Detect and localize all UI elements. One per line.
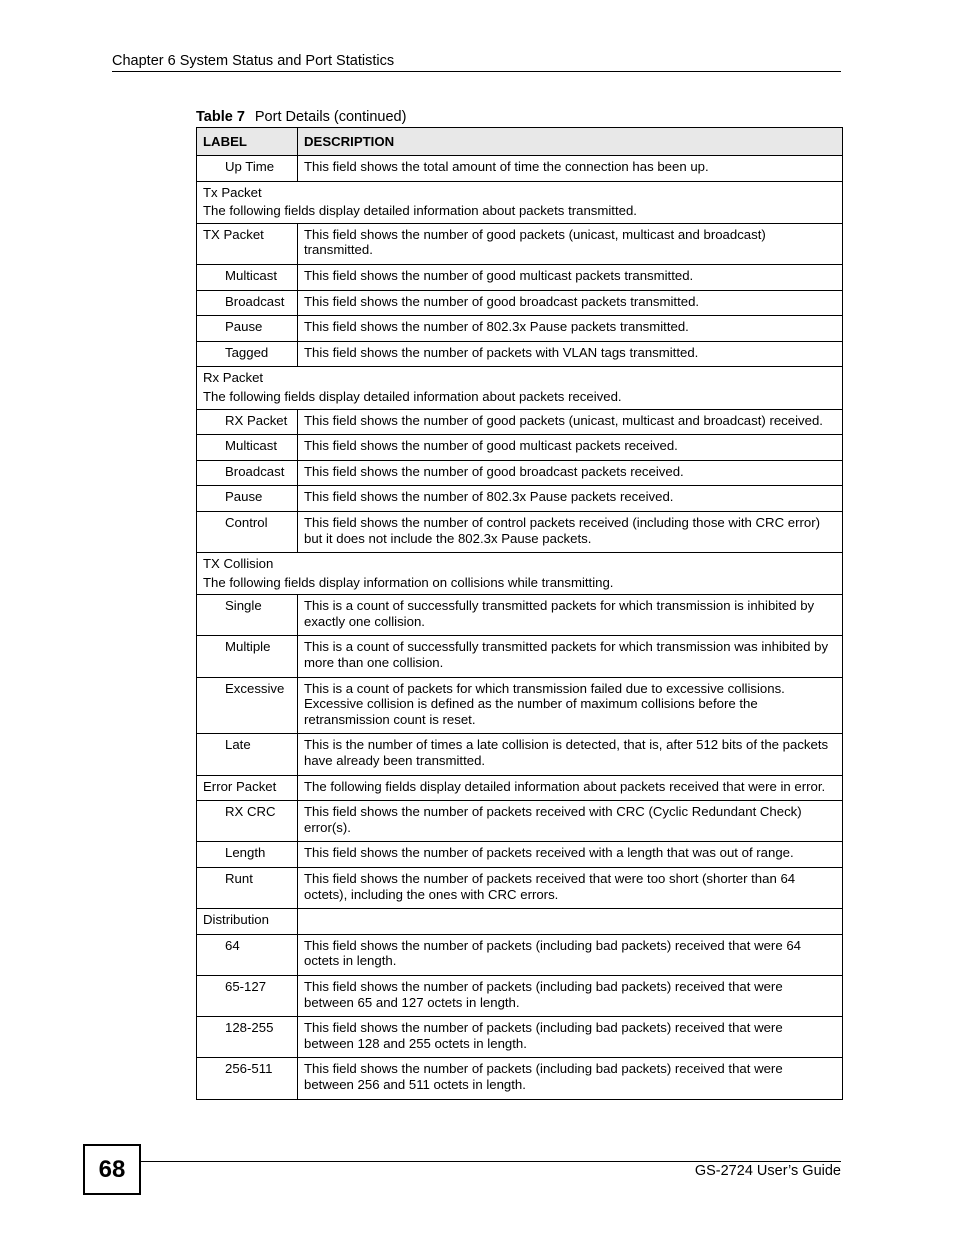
row-label: Control xyxy=(197,511,298,552)
row-label: Excessive xyxy=(197,677,298,734)
column-header-description: DESCRIPTION xyxy=(298,128,843,156)
section-title: Rx Packet xyxy=(203,370,264,386)
row-description: This field shows the number of 802.3x Pause packets transmitted. xyxy=(298,316,843,342)
table-caption-number: Table 7 xyxy=(196,109,245,125)
table-row xyxy=(197,223,843,264)
row-description: This field shows the number of packets received that were too short (shorter than 64 octets), including the ones with CRC errors. xyxy=(298,868,843,909)
row-description: This is a count of packets for which transmission failed due to excessive collisions. Excessive collision is defined as the number of maximum collisions before the retransmission count is reset. xyxy=(298,677,843,734)
section-description: The following fields display detailed information about packets transmitted. xyxy=(203,203,637,219)
row-description: This field shows the number of packets received with CRC (Cyclic Redundant Check) error(s). xyxy=(298,801,843,842)
row-label: Multicast xyxy=(197,264,298,290)
table-row xyxy=(197,316,843,342)
row-label: Broadcast xyxy=(197,460,298,486)
row-description: This field shows the number of packets with VLAN tags transmitted. xyxy=(298,341,843,367)
table-row xyxy=(197,934,843,975)
row-label: Single xyxy=(197,595,298,636)
row-description: This field shows the number of control packets received (including those with CRC error) but it does not include the 802.3x Pause packets. xyxy=(298,511,843,552)
row-description: This field shows the number of good multicast packets transmitted. xyxy=(298,264,843,290)
page-number: 68 xyxy=(83,1144,141,1195)
row-label: Multicast xyxy=(197,435,298,461)
chapter-header: Chapter 6 System Status and Port Statistics xyxy=(112,53,395,69)
row-description: This field shows the total amount of time the connection has been up. xyxy=(298,156,843,182)
table-row xyxy=(197,975,843,1016)
table-row xyxy=(197,264,843,290)
row-label: Runt xyxy=(197,868,298,909)
row-description: This field shows the number of packets (including bad packets) received that were 64 octets in length. xyxy=(298,934,843,975)
table-row xyxy=(197,511,843,552)
row-label: Pause xyxy=(197,316,298,342)
table-row xyxy=(197,1017,843,1058)
table-section-row xyxy=(197,181,843,223)
row-label: Late xyxy=(197,734,298,775)
section-cell xyxy=(197,553,843,595)
row-label: TX Packet xyxy=(197,223,298,264)
row-description xyxy=(298,909,843,935)
table-row xyxy=(197,435,843,461)
table-row xyxy=(197,909,843,935)
row-label: 65-127 xyxy=(197,975,298,1016)
table-row xyxy=(197,842,843,868)
table-row xyxy=(197,734,843,775)
table-row xyxy=(197,486,843,512)
table-row xyxy=(197,595,843,636)
row-label: Broadcast xyxy=(197,290,298,316)
row-description: This field shows the number of packets received with a length that was out of range. xyxy=(298,842,843,868)
row-description: This field shows the number of good broadcast packets transmitted. xyxy=(298,290,843,316)
port-details-table xyxy=(196,127,843,1100)
row-label: 256-511 xyxy=(197,1058,298,1099)
table-header-row xyxy=(197,128,843,156)
row-description: This is a count of successfully transmitted packets for which transmission is inhibited by exactly one collision. xyxy=(298,595,843,636)
table-caption xyxy=(196,108,406,126)
section-title: Tx Packet xyxy=(203,184,262,200)
section-description: The following fields display information on collisions while transmitting. xyxy=(203,574,614,590)
row-description: This is the number of times a late collision is detected, that is, after 512 bits of the packets have already been transmitted. xyxy=(298,734,843,775)
row-label: RX CRC xyxy=(197,801,298,842)
table-caption-title: Port Details (continued) xyxy=(254,109,407,125)
row-description: This field shows the number of 802.3x Pause packets received. xyxy=(298,486,843,512)
table-row xyxy=(197,775,843,801)
row-label: Distribution xyxy=(197,909,298,935)
row-label: Length xyxy=(197,842,298,868)
table-row xyxy=(197,290,843,316)
header-divider xyxy=(112,71,841,72)
table-row xyxy=(197,460,843,486)
table-row xyxy=(197,156,843,182)
row-label: Pause xyxy=(197,486,298,512)
table-row xyxy=(197,341,843,367)
row-label: Up Time xyxy=(197,156,298,182)
table-row xyxy=(197,409,843,435)
table-row xyxy=(197,677,843,734)
row-description: This field shows the number of good packets (unicast, multicast and broadcast) transmitted. xyxy=(298,223,843,264)
table-row xyxy=(197,801,843,842)
row-description: This field shows the number of good broadcast packets received. xyxy=(298,460,843,486)
section-description: The following fields display detailed information about packets received. xyxy=(203,388,622,404)
row-description: This field shows the number of packets (including bad packets) received that were between 256 and 511 octets in length. xyxy=(298,1058,843,1099)
column-header-label: LABEL xyxy=(197,128,298,156)
row-description: This field shows the number of packets (including bad packets) received that were between 65 and 127 octets in length. xyxy=(298,975,843,1016)
row-label: 128-255 xyxy=(197,1017,298,1058)
row-label: 64 xyxy=(197,934,298,975)
row-label: Multiple xyxy=(197,636,298,677)
row-description: This field shows the number of packets (including bad packets) received that were between 128 and 255 octets in length. xyxy=(298,1017,843,1058)
row-description: This is a count of successfully transmitted packets for which transmission was inhibited by more than one collision. xyxy=(298,636,843,677)
section-title: TX Collision xyxy=(203,556,274,572)
row-description: The following fields display detailed information about packets received that were in error. xyxy=(298,775,843,801)
row-label: Error Packet xyxy=(197,775,298,801)
table-section-row xyxy=(197,553,843,595)
section-cell xyxy=(197,367,843,409)
table-row xyxy=(197,636,843,677)
row-description: This field shows the number of good packets (unicast, multicast and broadcast) received. xyxy=(298,409,843,435)
row-description: This field shows the number of good multicast packets received. xyxy=(298,435,843,461)
row-label: RX Packet xyxy=(197,409,298,435)
table-row xyxy=(197,1058,843,1099)
table-section-row xyxy=(197,367,843,409)
row-label: Tagged xyxy=(197,341,298,367)
table-row xyxy=(197,868,843,909)
section-cell xyxy=(197,181,843,223)
table-body xyxy=(197,156,843,1100)
guide-title: GS-2724 User’s Guide xyxy=(694,1163,841,1179)
